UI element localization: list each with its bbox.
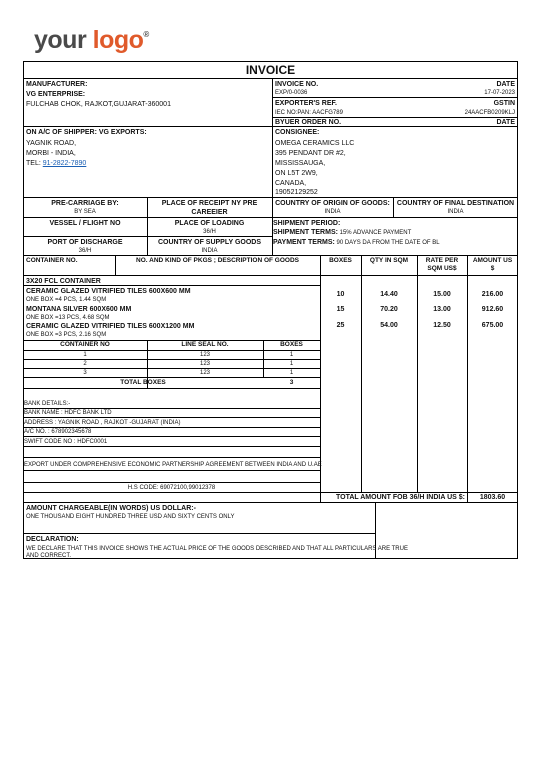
boxes-header: BOXES: [280, 341, 303, 348]
amount-words-label: AMOUNT CHARGEABLE(IN WORDS) US DOLLAR:-: [26, 505, 196, 512]
item-name: CERAMIC GLAZED VITRIFIED TILES 600X1200 MM: [26, 323, 195, 330]
place-of-receipt-label: PLACE OF RECEIPT NY PRE: [161, 200, 258, 207]
col-header-rate: RATE PER: [425, 257, 459, 264]
place-of-loading-value: 36/H: [203, 229, 216, 235]
boxes-cell: 1: [289, 352, 294, 358]
phone-link[interactable]: 91-2822-7890: [42, 160, 87, 167]
export-note: EXPORT UNDER COMPREHENSIVE ECONOMIC PARTNERSHIP AGREEMENT BETWEEN INDIA AND U.AE: [24, 462, 322, 468]
consignee-line: ON L5T 2W9,: [275, 170, 318, 177]
item-note: ONE BOX =3 PCS, 2.16 SQM: [26, 332, 107, 338]
col-header-qty: QTY IN SQM: [369, 257, 409, 264]
invoice-no-value: EXP/0-0036: [275, 90, 308, 96]
item-boxes: 25: [336, 322, 345, 329]
item-amount: 912.60: [481, 306, 504, 313]
col-header-rate-2: SQM US$: [427, 265, 457, 272]
item-boxes: 15: [336, 306, 345, 313]
container-no-header: CONTAINER NO: [60, 341, 110, 348]
pre-carriage-label: PRE-CARRIAGE BY:: [51, 200, 119, 207]
item-amount: 216.00: [481, 291, 504, 298]
item-qty: 54.00: [380, 322, 398, 329]
country-origin-value: INDIA: [324, 209, 341, 215]
gstin-value: 24AACFB0209KLJ: [464, 110, 515, 116]
item-rate: 13.00: [433, 306, 451, 313]
country-origin-label: COUNTRY OF ORIGIN OF GOODS:: [275, 200, 390, 207]
declaration-label: DECLARATION:: [26, 536, 79, 543]
line-seal-header: LINE SEAL NO.: [181, 341, 229, 348]
amount-words-value: ONE THOUSAND EIGHT HUNDRED THREE USD AND SIXTY CENTS ONLY: [26, 514, 235, 520]
shipment-terms: SHIPMENT TERMS: 15% ADVANCE PAYMENT: [273, 229, 412, 236]
consignee-label: CONSIGNEE:: [275, 129, 320, 136]
country-supply-label: COUNTRY OF SUPPLY GOODS: [157, 239, 262, 246]
invoice-no-label: INVOICE NO.: [275, 81, 319, 88]
item-amount: 675.00: [481, 322, 504, 329]
item-name: CERAMIC GLAZED VITRIFIED TILES 600X600 MM: [26, 288, 191, 295]
port-discharge-label: PORT OF DISCHARGE: [47, 239, 123, 246]
consignee-line: MISSISSAUGA,: [275, 160, 326, 167]
bank-title: BANK DETAILS:-: [24, 401, 71, 407]
item-qty: 70.20: [380, 306, 398, 313]
buyer-order-date-label: DATE: [496, 119, 515, 126]
container-cell: 1: [83, 352, 87, 358]
consignee-line: OMEGA CERAMICS LLC: [275, 140, 355, 147]
gstin-label: GSTIN: [493, 100, 515, 107]
bank-name: BANK NAME : HDFC BANK LTD: [24, 410, 112, 416]
final-destination-value: INDIA: [447, 209, 464, 215]
container-cell: 3: [83, 370, 87, 376]
total-amount-label: TOTAL AMOUNT FOB 36/H INDIA US $:: [336, 494, 465, 501]
country-supply-value: INDIA: [201, 248, 218, 254]
manufacturer-label: MANUFACTURER:: [26, 81, 88, 88]
shipment-period-label: SHIPMENT PERIOD:: [273, 220, 341, 227]
buyer-order-label: BYUER ORDER NO.: [275, 119, 342, 126]
item-note: ONE BOX =4 PCS, 1.44 SQM: [26, 297, 107, 303]
iec-number: IEC NO:PAN: AACFG789: [275, 110, 343, 116]
invoice-date-value: 17-07-2023: [484, 90, 515, 96]
col-header-description: NO. AND KIND OF PKGS ; DESCRIPTION OF GOODS: [136, 257, 299, 264]
manufacturer-name: VG ENTERPRISE:: [26, 91, 86, 98]
pre-carriage-value: BY SEA: [74, 209, 96, 215]
boxes-cell: 1: [289, 361, 294, 367]
bank-address: ADDRESS : YAGNIK ROAD , RAJKOT -GUJARAT (INDIA): [24, 420, 181, 426]
container-cell: 2: [83, 361, 87, 367]
payment-terms: PAYMENT TERMS: 90 DAYS DA FROM THE DATE OF BL: [273, 239, 440, 246]
vessel-label: VESSEL / FLIGHT NO: [49, 220, 121, 227]
declaration-line2: AND CORRECT.: [26, 553, 72, 559]
shipper-line1: YAGNIK ROAD,: [26, 140, 77, 147]
place-of-receipt-label-2: CAREEIER: [191, 209, 228, 216]
manufacturer-address: FULCHAB CHOK, RAJKOT,GUJARAT-360001: [26, 101, 171, 108]
company-logo: your logo®: [34, 26, 149, 54]
bank-account: A/C NO. : 678902345678: [24, 429, 92, 435]
place-of-loading-label: PLACE OF LOADING: [174, 220, 245, 227]
item-rate: 15.00: [433, 291, 451, 298]
col-header-container: CONTAINER NO.: [26, 257, 78, 264]
seal-cell: 123: [199, 370, 210, 376]
shipper-label: ON A/C OF SHIPPER: VG EXPORTS:: [26, 129, 147, 136]
shipper-line2: MORBI - INDIA,: [26, 150, 76, 157]
bank-swift: SWIFT CODE NO : HDFC0001: [24, 439, 108, 445]
final-destination-label: COUNTRY OF FINAL DESTINATION: [396, 200, 515, 207]
total-boxes-value: 3: [289, 379, 294, 386]
item-name: MONTANA SILVER 600X600 MM: [26, 306, 132, 313]
total-amount-value: 1803.60: [479, 494, 506, 501]
item-qty: 14.40: [380, 291, 398, 298]
consignee-line: 395 PENDANT DR #2,: [275, 150, 346, 157]
invoice-title: INVOICE: [245, 63, 296, 77]
item-note: ONE BOX =13 PCS, 4.68 SQM: [26, 315, 110, 321]
seal-cell: 123: [199, 352, 210, 358]
boxes-cell: 1: [289, 370, 294, 376]
col-header-boxes: BOXES: [329, 257, 352, 264]
declaration-line1: WE DECLARE THAT THIS INVOICE SHOWS THE ACTUAL PRICE OF THE GOODS DESCRIBED AND THAT ALL PARTICULARS ARE TRUE: [26, 546, 408, 552]
consignee-line: CANADA,: [275, 180, 307, 187]
consignee-line: 19052129252: [275, 189, 318, 196]
hs-code: H.S CODE: 69072100,99012378: [127, 485, 216, 491]
shipper-tel: TEL: 91-2822-7890: [26, 160, 87, 167]
item-boxes: 10: [336, 291, 345, 298]
item-rate: 12.50: [433, 322, 451, 329]
col-header-amount: AMOUNT US: [472, 257, 513, 264]
total-boxes-label: TOTAL BOXES: [120, 379, 166, 386]
container-line: 3X20 FCL CONTAINER: [26, 278, 101, 285]
port-discharge-value: 36/H: [78, 248, 92, 254]
exporter-ref-label: EXPORTER'S REF.: [275, 100, 337, 107]
invoice-date-label: DATE: [496, 81, 515, 88]
col-header-amount-2: $: [490, 265, 495, 272]
seal-cell: 123: [199, 361, 210, 367]
